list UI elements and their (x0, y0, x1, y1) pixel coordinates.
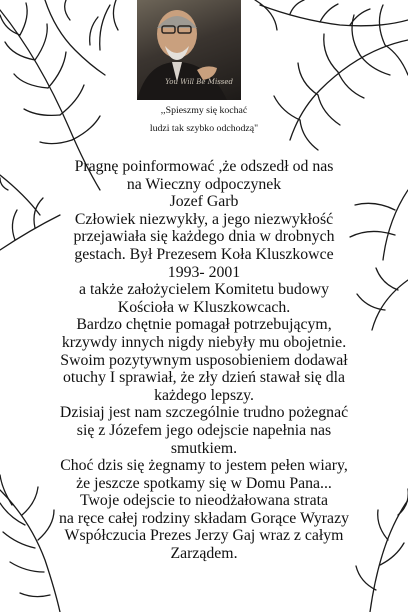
message-line: otuchy I sprawiał, że zły dzień stawał się dla (62, 369, 346, 387)
message-line: każdego lepszy. (154, 386, 254, 404)
message-line: że jeszcze spotkamy się w Domu Pana... (76, 474, 332, 492)
message-line: na Wieczny odpoczynek (126, 175, 282, 193)
message-line: a także założycielem Komitetu budowy (78, 281, 330, 299)
message-line: Współczucia Prezes Jerzy Gaj wraz z całym (64, 527, 344, 545)
message-line: gestach. Był Prezesem Koła Kluszkowce (74, 245, 334, 263)
message-line: przejawiała się każdego dnia w drobnych (73, 228, 335, 246)
quote-line: ,,Spieszmy się kochać (160, 105, 248, 116)
quote-line: ludzi tak szybko odchodzą" (149, 123, 259, 134)
photo-signature-text: You Will Be Missed (165, 78, 233, 86)
message-line: na ręce całej rodziny składam Gorące Wyrazy (59, 509, 349, 527)
message-line: Zarządem. (170, 545, 238, 563)
message-line: Kościoła w Kluszkowcach. (117, 298, 291, 316)
message-line: Twoje odejscie to nieodżałowana strata (79, 492, 329, 510)
message-line: Choć dzis się żegnamy to jestem pełen wiary, (60, 457, 348, 475)
message-line: krzywdy innych nigdy niebyły mu obojetnie. (61, 333, 347, 351)
message-line: smutkiem. (170, 439, 238, 457)
memorial-quote (0, 102, 408, 138)
memorial-message (4, 158, 404, 563)
message-line: Pragnę poinformować ,że odszedł od nas (74, 158, 334, 175)
deceased-name: Jozef Garb (169, 193, 239, 211)
message-line: Swoim pozytywnym usposobieniem dodawał (60, 351, 348, 369)
message-line: 1993- 2001 (167, 263, 241, 281)
memorial-portrait-photo (137, 0, 241, 100)
message-line: Dzisiaj jest nam szczególnie trudno pożegnać (59, 404, 349, 422)
message-line: się z Józefem jego odejscie napełnia nas (76, 421, 332, 439)
message-line: Człowiek niezwykły, a jego niezwykłość (74, 210, 334, 228)
message-line: Bardzo chętnie pomagał potrzebującym, (76, 316, 332, 334)
